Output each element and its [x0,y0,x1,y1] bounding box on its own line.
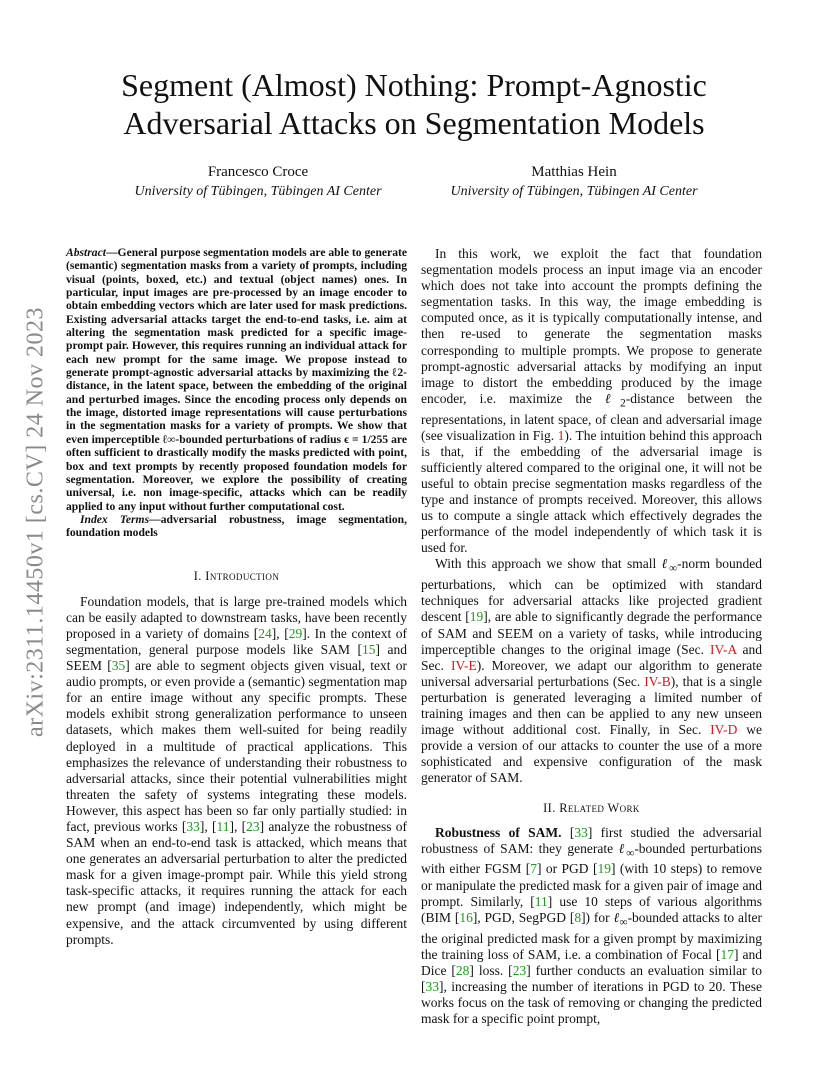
citation-link[interactable]: 23 [246,818,260,834]
section-link[interactable]: IV-A [710,641,737,657]
paragraph-intro-1: Foundation models, that is large pre-trained models which can be easily adapted to downstream tasks, have been recently proposed in a variety of domains [24], [29]. In the context of segmentation, general purpose models like SAM [15] and SEEM [35] are able to segment objects given visual, text or audio prompts, or even provide a (semantic) segmentation map for an entire image without any specific prompts. These models exhibit strong generalization performance to unseen datasets, which makes them well-suited for being readily deployed in a multitude of practical applications. This emphasizes the relevance of understanding their robustness to adversarial attacks, since their potential vulnerabilities might threaten the safety of systems integrating these models. However, this aspect has been so far only partially studied: in fact, previous works [33], [11], [23] analyze the robustness of SAM when an end-to-end task is attacked, which means that one generates an adversarial perturbation to alter the predicted mask for a given image-prompt pair. While this yield strong task-specific attacks, it requires running the attack for each new prompt (and image) independently, which might be expensive, and the attack circumvented by using different prompts. [66,593,408,947]
section-heading-related-work [421,800,762,816]
citation-link[interactable]: 7 [530,861,537,877]
author-block-1 [98,162,418,202]
author-block-2 [414,162,734,202]
abstract [66,246,407,513]
author-affiliation: University of Tübingen, Tübingen AI Center [134,184,382,199]
author-name: Francesco Croce [207,164,309,180]
paper-title [60,66,768,142]
citation-link[interactable]: 17 [720,946,734,962]
section-heading-introduction [66,568,407,584]
section-link[interactable]: IV-D [710,722,738,738]
section-number: II. [543,801,556,816]
citation-link[interactable]: 24 [258,625,272,641]
section-title: Introduction [205,568,280,583]
citation-link[interactable]: 11 [216,818,230,834]
arxiv-sidebar-stamp [24,283,48,761]
citation-link[interactable]: 19 [597,861,611,877]
paragraph-intro-3: With this approach we show that small ℓ$_\infty$-norm bounded perturbations, which can be optimized with standard techniques for adversarial attacks like projected gradient descent [19], are able to significantly degrade the performance of SAM and SEEM on a variety of tasks, while introducing imperceptible changes to the original image (Sec. IV-A and Sec. IV-E). Moreover, we adapt our algorithm to generate universal adversarial perturbations (Sec. IV-B), that is a single perturbation is generated leveraging a limited number of training images and then can be applied to any new unseen image without additional cost. Finally, in Sec. IV-D we provide a version of our attacks to counter the use of a more sophisticated and expensive configuration of the mask generator of SAM. [421,556,763,786]
figure-link[interactable]: 1 [557,427,565,443]
citation-link[interactable]: 8 [574,909,582,925]
citation-link[interactable]: 15 [361,641,376,657]
section-number: I. [193,568,202,583]
citation-link[interactable]: 35 [111,658,126,674]
section-link[interactable]: IV-B [644,673,671,689]
arxiv-id: arXiv:2311.14450v1 [cs.CV] 24 Nov 2023 [22,306,49,738]
section-title: Related Work [559,801,640,816]
author-name: Matthias Hein [531,164,617,180]
section-link[interactable]: IV-E [450,657,477,673]
index-terms [66,513,407,540]
right-column [421,246,762,1027]
citation-link[interactable]: 33 [425,978,439,994]
author-affiliation: University of Tübingen, Tübingen AI Center [450,184,698,199]
citation-link[interactable]: 11 [534,893,548,909]
index-terms-label: Index Terms [80,512,150,526]
citation-link[interactable]: 29 [288,625,303,641]
abstract-label: Abstract [66,246,106,259]
index-terms-text: —adversarial robustness, image segmentation, foundation models [66,512,407,540]
citation-link[interactable]: 19 [469,609,484,625]
paragraph-related-1: Robustness of SAM. [33] first studied the adversarial robustness of SAM: they generate ℓ$_\infty$-bounded perturbations with either FGSM [7] or PGD [19] (with 10 steps) to remove or manipulate the predicted mask for a given pair of image and prompt. Similarly, [11] use 10 steps of various algorithms (BIM [16], PGD, SegPGD [8]) for ℓ$_\infty$-bounded attacks to alter the original predicted mask for a given prompt by maximizing the training loss of SAM, i.e. a combination of Focal [17] and Dice [28] loss. [23] further conducts an evaluation similar to [33], increasing the number of iterations in PGD to 20. These works focus on the task of removing or changing the predicted mask for a specific point prompt, [421,824,763,1026]
citation-link[interactable]: 33 [186,818,200,834]
left-column [66,246,407,948]
abstract-text: —General purpose segmentation models are able to generate (semantic) segmentation masks from a variety of prompts, including visual (points, boxed, etc.) and textual (object names) ones. In particular, input images are pre-processed by an image encoder to obtain embedding vectors which are later used for mask predictions. Existing adversarial attacks target the end-to-end tasks, i.e. aim at altering the segmentation mask predicted for a specific image-prompt pair. However, this requires running an individual attack for each new prompt for the same image. We propose instead to generate prompt-agnostic adversarial attacks by maximizing the ℓ2-distance, in the latent space, between the embedding of the original and perturbed images. Since the encoding process only depends on the image, distorted image representations will cause perturbations in the segmentation masks for a variety of prompts. We show that even imperceptible ℓ∞-bounded perturbations of radius ϵ = 1/255 are often sufficient to drastically modify the masks predicted with point, box and text prompts by recently proposed foundation models for segmentation. Moreover, we explore the possibility of creating universal, i.e. non image-specific, attacks which can be readily applied to any input without further computational cost. [66,246,407,513]
citation-link[interactable]: 28 [455,962,470,978]
citation-link[interactable]: 23 [512,962,527,978]
citation-link[interactable]: 33 [574,824,588,840]
paragraph-intro-2: In this work, we exploit the fact that foundation segmentation models process an input image via an encoder which does not take into account the prompts defining the segmentation tasks. In this way, the image embedding is computed once, as it is typically computationally intense, and then re-used to generate the segmentation masks corresponding to multiple prompts. We propose to generate prompt-agnostic adversarial attacks by modifying an input image to distort the embedding produced by the image encoder, i.e. maximize the ℓ$_2$-distance between the representations, in latent space, of clean and adversarial image (see visualization in Fig. 1). The intuition behind this approach is that, if the embedding of the adversarial image is sufficiently altered compared to the original one, it will not be useful to obtain precise segmentation masks regardless of the type and instance of prompts received. Moreover, this allows us to compute a single attack which effectively degrades the performance of the model independently of which task it is used for. [421,246,763,556]
title-line-2: Adversarial Attacks on Segmentation Models [123,105,705,141]
citation-link[interactable]: 16 [459,909,473,925]
title-line-1: Segment (Almost) Nothing: Prompt-Agnostic [121,67,707,103]
